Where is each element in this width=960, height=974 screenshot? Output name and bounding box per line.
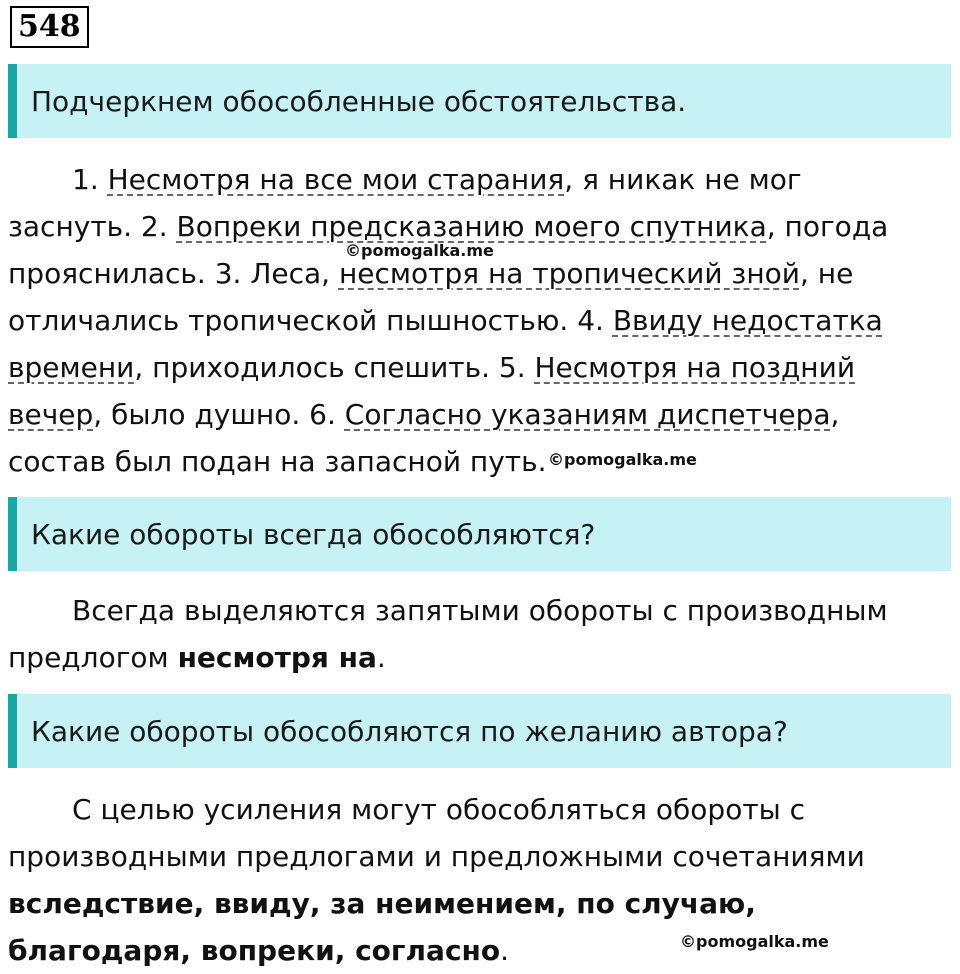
- exercise-number: 548: [10, 6, 89, 48]
- underlined-adverbial: Ввиду недостатка времени: [8, 304, 883, 384]
- underlined-adverbial: несмотря на тропический зной: [338, 257, 800, 290]
- section-heading-always-separated: [8, 497, 951, 571]
- watermark: ©pomogalka.me: [548, 450, 697, 469]
- watermark: ©pomogalka.me: [680, 932, 829, 951]
- text-fragment: С целью усиления могут обособляться обороты с производными предлогами и предложными сочетаниями: [8, 793, 865, 873]
- text-fragment: , было душно. 6.: [93, 398, 345, 431]
- underlined-adverbial: Согласно указаниям диспетчера: [344, 398, 831, 431]
- watermark: ©pomogalka.me: [345, 241, 494, 260]
- heading-text: Какие обороты обособляются по желанию автора?: [31, 714, 788, 748]
- heading-text: Подчеркнем обособленные обстоятельства.: [31, 84, 687, 118]
- underlined-adverbial: Несмотря на все мои старания: [107, 163, 565, 196]
- text-fragment: 1.: [72, 163, 108, 196]
- text-fragment: , погода прояснилась. 3. Леса,: [8, 210, 889, 290]
- text-fragment: .: [500, 934, 510, 967]
- bold-preposition: несмотря на: [177, 641, 377, 674]
- text-fragment: , приходилось спешить. 5.: [134, 351, 535, 384]
- heading-text: Какие обороты всегда обособляются?: [31, 517, 596, 551]
- text-fragment: , я никак не мог заснуть. 2.: [8, 163, 802, 243]
- underlined-adverbial: Несмотря на поздний вечер: [8, 351, 856, 431]
- section-heading-underline-task: [8, 64, 951, 138]
- text-fragment: , состав был подан на запасной путь.: [8, 398, 840, 478]
- text-fragment: , не отличались тропической пышностью. 4.: [8, 257, 854, 337]
- underlined-adverbial: Вопреки предсказанию моего спутника: [176, 210, 767, 243]
- bold-prepositions: вследствие, ввиду, за неимением, по случаю, благодаря, вопреки, согласно: [8, 887, 756, 967]
- text-fragment: .: [376, 641, 386, 674]
- section-heading-author-choice: [8, 694, 951, 768]
- answer-paragraph-always: [8, 587, 928, 681]
- sentences-paragraph: [8, 156, 928, 485]
- text-fragment: Всегда выделяются запятыми обороты с производным предлогом: [8, 594, 888, 674]
